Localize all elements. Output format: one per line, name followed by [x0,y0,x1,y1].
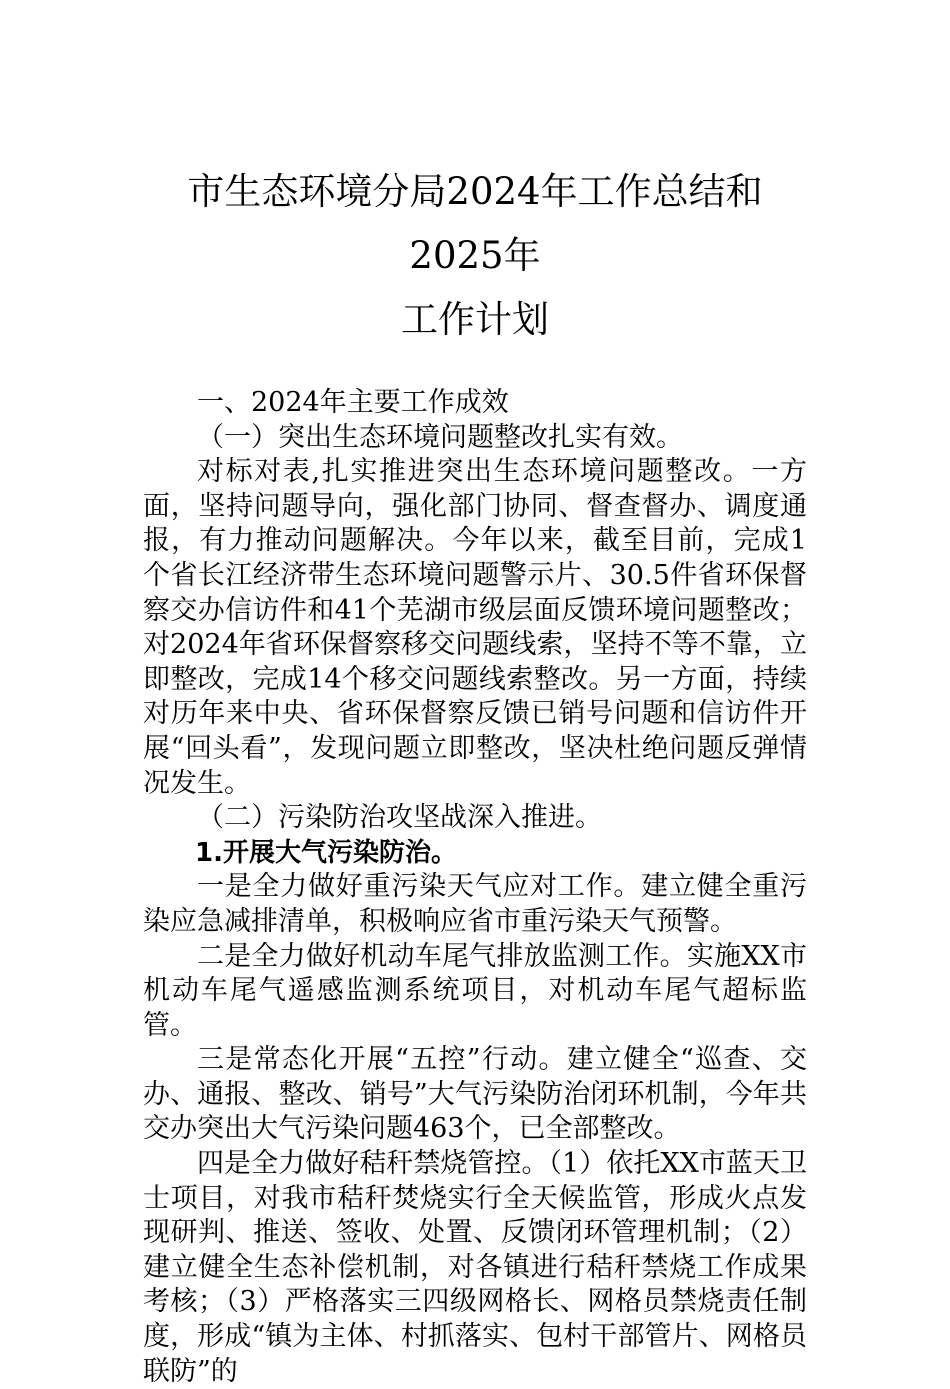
body-paragraph: 四是全力做好秸秆禁烧管控。（1）依托XX市蓝天卫士项目，对我市秸秆焚烧实行全天候监管，形成火点发现研判、推送、签收、处置、反馈闭环管理机制；（2）建立健全生态补偿机制，对各镇进行秸秆禁烧工作成果考核；（3）严格落实三四级网格长、网格员禁烧责任制度，形成“镇为主体、村抓落实、包村干部管片、网格员联防”的 [143,1148,807,1387]
body-paragraph: 一是全力做好重污染天气应对工作。建立健全重污染应急减排清单，积极响应省市重污染天气预警。 [143,871,807,937]
title-line-2: 工作计划 [401,298,549,341]
body-paragraph: 二是全力做好机动车尾气排放监测工作。实施XX市机动车尾气遥感监测系统项目，对机动车尾气超标监管。 [143,940,807,1041]
body-paragraph: 三是常态化开展“五控”行动。建立健全“巡查、交办、通报、整改、销号”大气污染防治闭环机制，今年共交办突出大气污染问题463个，已全部整改。 [143,1044,807,1145]
body-paragraph: 对标对表,扎实推进突出生态环境问题整改。一方面，坚持问题导向，强化部门协同、督查督办、调度通报，有力推动问题解决。今年以来，截至目前，完成1个省长江经济带生态环境问题警示片、30.5件省环保督察交办信访件和41个芜湖市级层面反馈环境问题整改；对2024年省环保督察移交问题线索，坚持不等不靠，立即整改，完成14个移交问题线索整改。另一方面，持续对历年来中央、省环保督察反馈已销号问题和信访件开展“回头看”，发现问题立即整改，坚决杜绝问题反弹情况发生。 [143,456,807,799]
item-heading-1: 1.开展大气污染防治。 [195,837,457,868]
section-heading-1: 一、2024年主要工作成效 [197,387,509,418]
subsection-heading-1: （一）突出生态环境问题整改扎实有效。 [197,421,683,453]
title-line-1: 市生态环境分局2024年工作总结和2025年 [187,170,763,277]
subsection-heading-2: （二）污染防治攻坚战深入推进。 [197,802,602,834]
document-body [143,386,807,1389]
document-page [143,160,807,1389]
document-title [143,160,807,352]
